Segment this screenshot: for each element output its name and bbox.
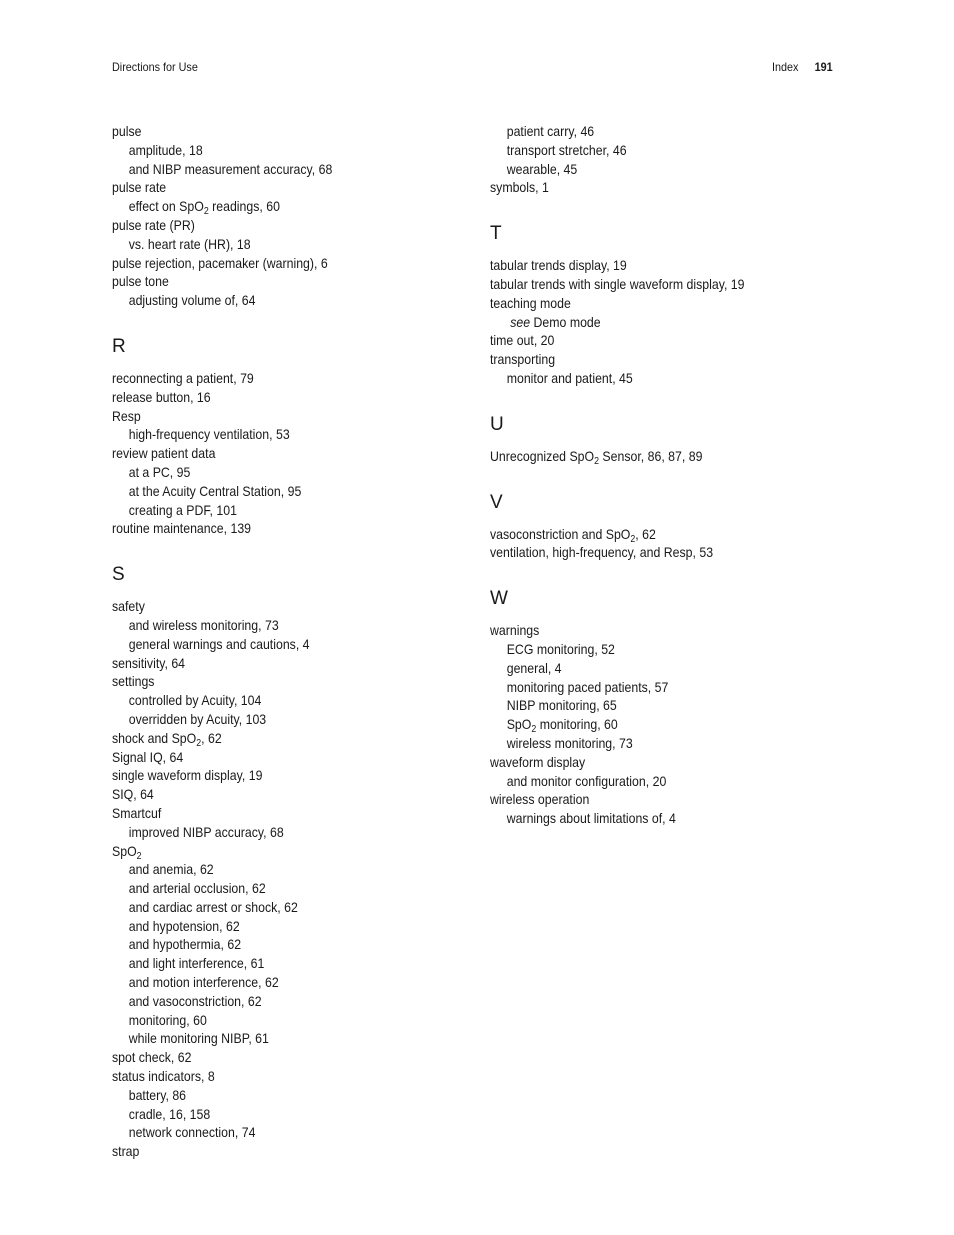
index-entry: Signal IQ, 64 [112,748,184,765]
index-subentry: at a PC, 95 [128,463,191,480]
index-entry: waveform display [490,753,586,770]
index-entry: tabular trends display, 19 [490,257,627,274]
index-entry: strap [112,1143,140,1160]
index-entry: wireless operation [490,791,590,808]
index-subentry: amplitude, 18 [128,141,203,158]
index-subentry: wearable, 45 [506,160,578,177]
index-subentry: ECG monitoring, 52 [506,640,615,657]
index-subentry: cradle, 16, 158 [128,1105,211,1122]
index-column-right [490,122,870,828]
index-letter-heading: S [112,564,125,586]
index-subentry: transport stretcher, 46 [506,141,627,158]
index-entry: sensitivity, 64 [112,654,186,671]
index-entry: status indicators, 8 [112,1068,215,1085]
index-letter-heading: V [490,491,503,513]
index-entry: pulse tone [112,273,169,290]
index-subentry: adjusting volume of, 64 [128,292,256,309]
index-subentry: improved NIBP accuracy, 68 [128,823,284,840]
index-entry: reconnecting a patient, 79 [112,369,254,386]
index-subentry: creating a PDF, 101 [128,501,237,518]
index-entry: review patient data [112,445,216,462]
index-entry: safety [112,598,145,615]
index-subentry: wireless monitoring, 73 [506,734,633,751]
index-subentry: and anemia, 62 [128,861,214,878]
index-subentry: monitoring, 60 [128,1011,207,1028]
index-letter-heading: T [490,223,502,245]
index-letter-heading: R [112,335,126,357]
index-subentry: and vasoconstriction, 62 [128,992,262,1009]
index-subentry: monitor and patient, 45 [506,369,633,386]
index-subentry: and hypothermia, 62 [128,936,242,953]
index-subentry: see Demo mode [510,313,601,330]
index-letter-heading: U [490,413,504,435]
running-header-right [772,60,833,74]
index-subentry: monitoring paced patients, 57 [506,678,669,695]
index-subentry: vs. heart rate (HR), 18 [128,235,251,252]
index-entry: settings [112,673,155,690]
index-entry: spot check, 62 [112,1049,192,1066]
index-entry: pulse rejection, pacemaker (warning), 6 [112,254,328,271]
index-entry: single waveform display, 19 [112,767,263,784]
index-subentry: and monitor configuration, 20 [506,772,667,789]
index-subentry: patient carry, 46 [506,123,595,139]
page-number: 191 [814,60,833,74]
index-subentry: general, 4 [506,659,562,676]
index-entry: shock and SpO$_2$, 62 [112,729,222,749]
index-subentry: network connection, 74 [128,1124,256,1141]
index-subentry: and wireless monitoring, 73 [128,616,279,633]
index-entry: routine maintenance, 139 [112,520,252,537]
index-entry: vasoconstriction and SpO$_2$, 62 [490,525,656,545]
index-entry: Smartcuf [112,804,162,821]
index-subentry: overridden by Acuity, 103 [128,710,267,727]
index-subentry: at the Acuity Central Station, 95 [128,482,302,499]
index-entry: pulse rate (PR) [112,216,195,233]
index-subentry: warnings about limitations of, 4 [506,810,676,827]
index-column-left [112,122,472,1161]
index-subentry: and NIBP measurement accuracy, 68 [128,160,333,177]
index-entry: pulse [112,123,142,139]
index-subentry: high-frequency ventilation, 53 [128,426,290,443]
index-entry: Unrecognized SpO$_2$ Sensor, 86, 87, 89 [490,447,703,467]
index-subentry: effect on SpO$_2$ readings, 60 [128,198,280,218]
index-entry: SpO$_2$ [112,842,142,862]
index-entry: symbols, 1 [490,179,549,196]
index-subentry: and arterial occlusion, 62 [128,880,266,897]
index-subentry: and motion interference, 62 [128,974,279,991]
index-subentry: SpO$_2$ monitoring, 60 [506,716,618,736]
index-subentry: while monitoring NIBP, 61 [128,1030,269,1047]
index-subentry: and hypotension, 62 [128,917,240,934]
index-subentry: battery, 86 [128,1086,187,1103]
index-entry: Resp [112,407,141,424]
index-entry: SIQ, 64 [112,786,154,803]
section-name: Index [772,60,799,74]
index-subentry: general warnings and cautions, 4 [128,635,310,652]
running-header-left: Directions for Use [112,60,198,74]
index-entry: warnings [490,622,540,639]
index-entry: ventilation, high-frequency, and Resp, 53 [490,544,714,561]
index-letter-heading: W [490,588,508,610]
index-entry: pulse rate [112,179,167,196]
index-subentry: NIBP monitoring, 65 [506,697,617,714]
index-entry: release button, 16 [112,388,211,405]
index-subentry: and light interference, 61 [128,955,265,972]
index-entry: tabular trends with single waveform display, 19 [490,275,745,292]
index-entry: teaching mode [490,294,571,311]
index-entry: transporting [490,351,556,368]
index-subentry: and cardiac arrest or shock, 62 [128,898,298,915]
index-entry: time out, 20 [490,332,555,349]
index-subentry: controlled by Acuity, 104 [128,692,262,709]
